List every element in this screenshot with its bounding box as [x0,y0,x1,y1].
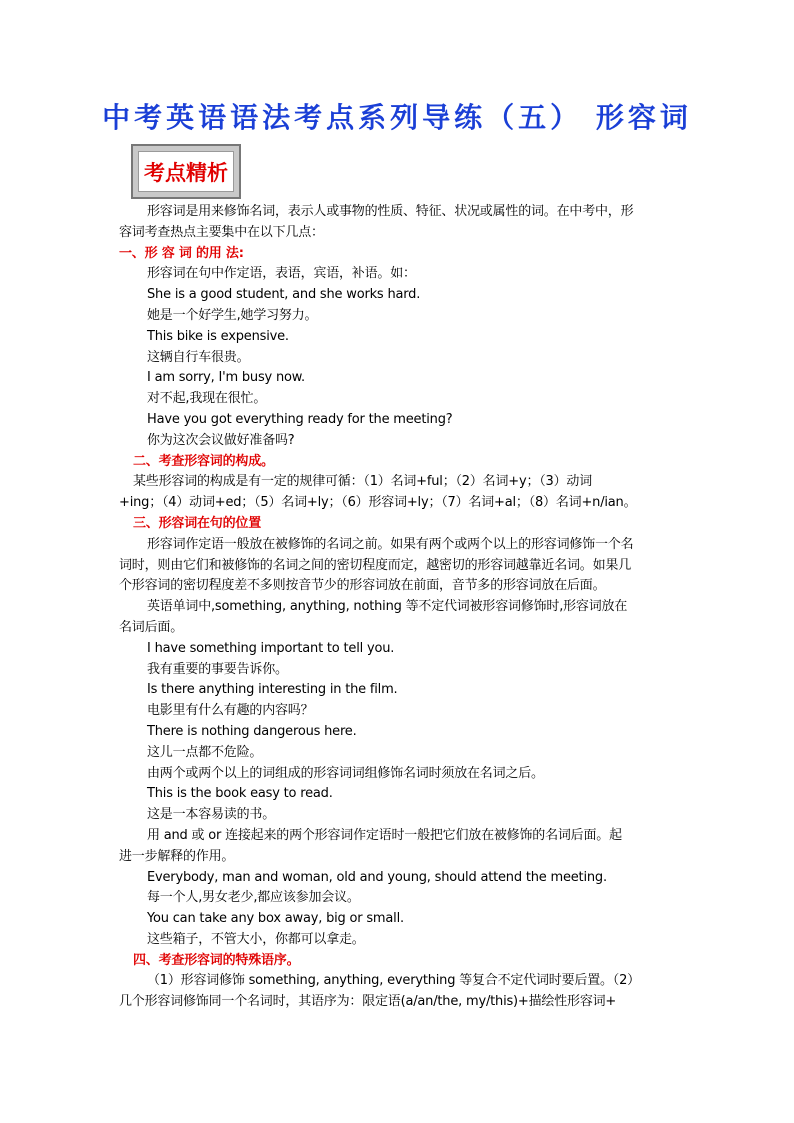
section-heading: 三、形容词在句的位置 [133,515,262,531]
section-heading: 一、形 容 词 的用 法: [119,245,244,261]
example-translation: 你为这次会议做好准备吗? [147,432,295,448]
paragraph-line: 几个形容词修饰同一个名词时，其语序为：限定语(a/an/the, my/this)+描绘性形容词+ [119,994,617,1010]
paragraph-line: 名词后面。 [119,619,184,635]
example-sentence: She is a good student, and she works hard. [147,287,421,303]
example-sentence: This bike is expensive. [147,328,289,344]
paragraph-line: 英语单词中,something, anything, nothing 等不定代词被形容词修饰时,形容词放在 [147,599,628,615]
paragraph-line: （1）形容词修饰 something, anything, everything 等复合不定代词时要后置。（2） [147,973,640,989]
paragraph-line: 形容词作定语一般放在被修饰的名词之前。如果有两个或两个以上的形容词修饰一个名 [147,536,634,552]
document-body [119,202,681,1013]
badge-label: 考点精析 [138,151,234,192]
paragraph-line: 由两个或两个以上的词组成的形容词词组修饰名词时须放在名词之后。 [147,765,544,781]
example-sentence: This is the book easy to read. [147,786,333,802]
example-translation: 电影里有什么有趣的内容吗？ [147,703,314,719]
section-heading: 二、考查形容词的构成。 [133,453,274,469]
paragraph-line: 个形容词的密切程度差不多则按音节少的形容词放在前面，音节多的形容词放在后面。 [119,578,606,594]
page-title: 中考英语语法考点系列导练（五） 形容词 [102,101,692,134]
paragraph-line: 词时，则由它们和被修饰的名词之间的密切程度而定，越密切的形容词越靠近名词。如果几 [119,557,632,573]
paragraph-line: 某些形容词的构成是有一定的规律可循：（1）名词+ful；（2）名词+y；（3）动词 [133,474,593,490]
example-translation: 每一个人,男女老少,都应该参加会议。 [147,890,360,906]
example-sentence: Is there anything interesting in the film. [147,682,398,698]
example-translation: 这些箱子，不管大小，你都可以拿走。 [147,931,365,947]
paragraph-line: 形容词是用来修饰名词，表示人或事物的性质、特征、状况或属性的词。在中考中，形 [147,204,634,219]
section-badge [131,144,241,199]
example-sentence: I have something important to tell you. [147,640,395,656]
example-sentence: There is nothing dangerous here. [147,723,357,739]
example-translation: 她是一个好学生,她学习努力。 [147,307,318,323]
example-translation: 这是一本容易读的书。 [147,807,276,823]
example-translation: 这儿一点都不危险。 [147,744,263,760]
paragraph-line: 用 and 或 or 连接起来的两个形容词作定语时一般把它们放在被修饰的名词后面。起 [147,827,622,843]
example-translation: 我有重要的事要告诉你。 [147,661,288,677]
example-sentence: You can take any box away, big or small. [147,911,404,927]
paragraph-line: +ing；（4）动词+ed；（5）名词+ly；（6）形容词+ly；（7）名词+al；（8）名词+n/ian。 [119,495,637,511]
section-heading: 四、考查形容词的特殊语序。 [133,952,300,968]
paragraph-line: 进一步解释的作用。 [119,848,235,864]
paragraph-line: 容词考查热点主要集中在以下几点： [119,224,324,240]
example-sentence: Everybody, man and woman, old and young, should attend the meeting. [147,869,607,885]
paragraph-line: 形容词在句中作定语，表语，宾语，补语。如： [147,266,416,282]
example-sentence: I am sorry, I'm busy now. [147,370,305,386]
example-translation: 这辆自行车很贵。 [147,349,250,365]
example-translation: 对不起,我现在很忙。 [147,391,267,407]
example-sentence: Have you got everything ready for the meeting? [147,411,453,427]
